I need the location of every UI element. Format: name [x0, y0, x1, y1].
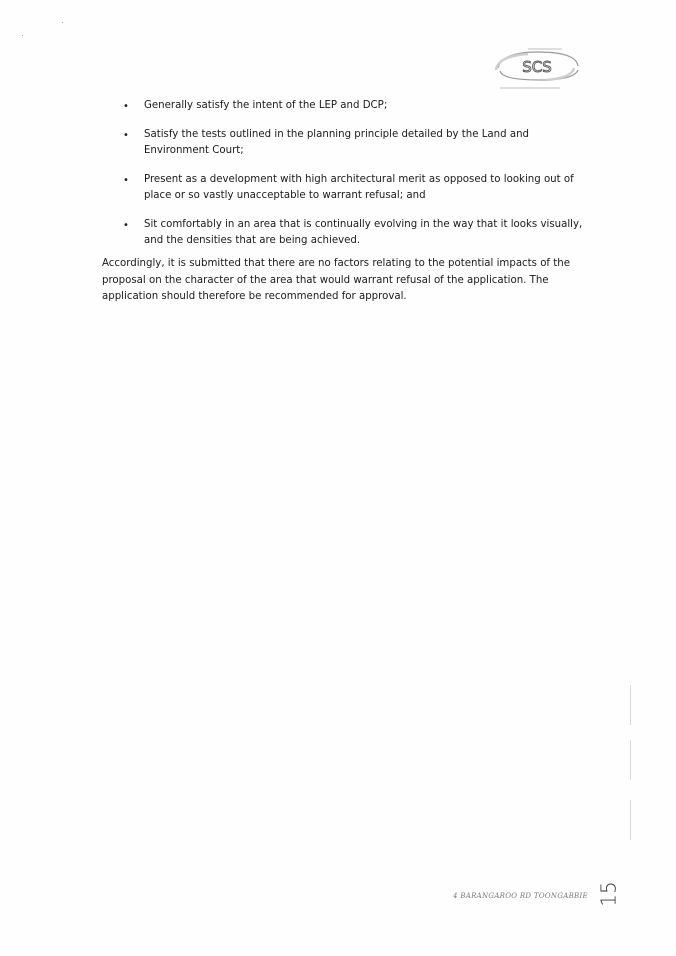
- scan-speck: [62, 22, 63, 23]
- list-item: [120, 217, 590, 250]
- page-number-text: 15: [598, 881, 621, 907]
- scan-edge-mark: [630, 685, 631, 725]
- scs-logo-text: SCS: [522, 58, 552, 76]
- list-item: [120, 98, 590, 115]
- bullet-icon: •: [123, 219, 129, 231]
- bullet-icon: •: [123, 129, 129, 141]
- footer-address: 4 BARANGAROO RD TOONGABBIE: [453, 892, 588, 900]
- scan-speck: [22, 35, 23, 36]
- scan-edge-mark: [630, 740, 631, 780]
- criteria-list: [120, 98, 590, 262]
- conclusion-paragraph: Accordingly, it is submitted that there are no factors relating to the potential impacts of the proposal on the character of the area that would warrant refusal of the application. The application should therefore be recommended for approval.: [102, 258, 570, 302]
- page-number: [598, 880, 622, 908]
- scs-logo-graphic: [488, 44, 584, 94]
- scan-edge-mark: [630, 800, 631, 840]
- list-item-text: Satisfy the tests outlined in the planning principle detailed by the Land and Environment Court;: [144, 128, 530, 156]
- list-item: [120, 172, 590, 205]
- page-number-graphic: [598, 880, 622, 908]
- list-item-text: Generally satisfy the intent of the LEP and DCP;: [144, 100, 388, 111]
- bullet-icon: •: [123, 101, 129, 112]
- list-item-text: Sit comfortably in an area that is continually evolving in the way that it looks visually, and the densities that are being achieved.: [144, 218, 583, 246]
- scs-logo: [488, 44, 584, 94]
- bullet-icon: •: [123, 174, 129, 186]
- list-item-text: Present as a development with high architectural merit as opposed to looking out of place or so vastly unacceptable to warrant refusal; and: [144, 173, 574, 201]
- list-item: [120, 127, 590, 160]
